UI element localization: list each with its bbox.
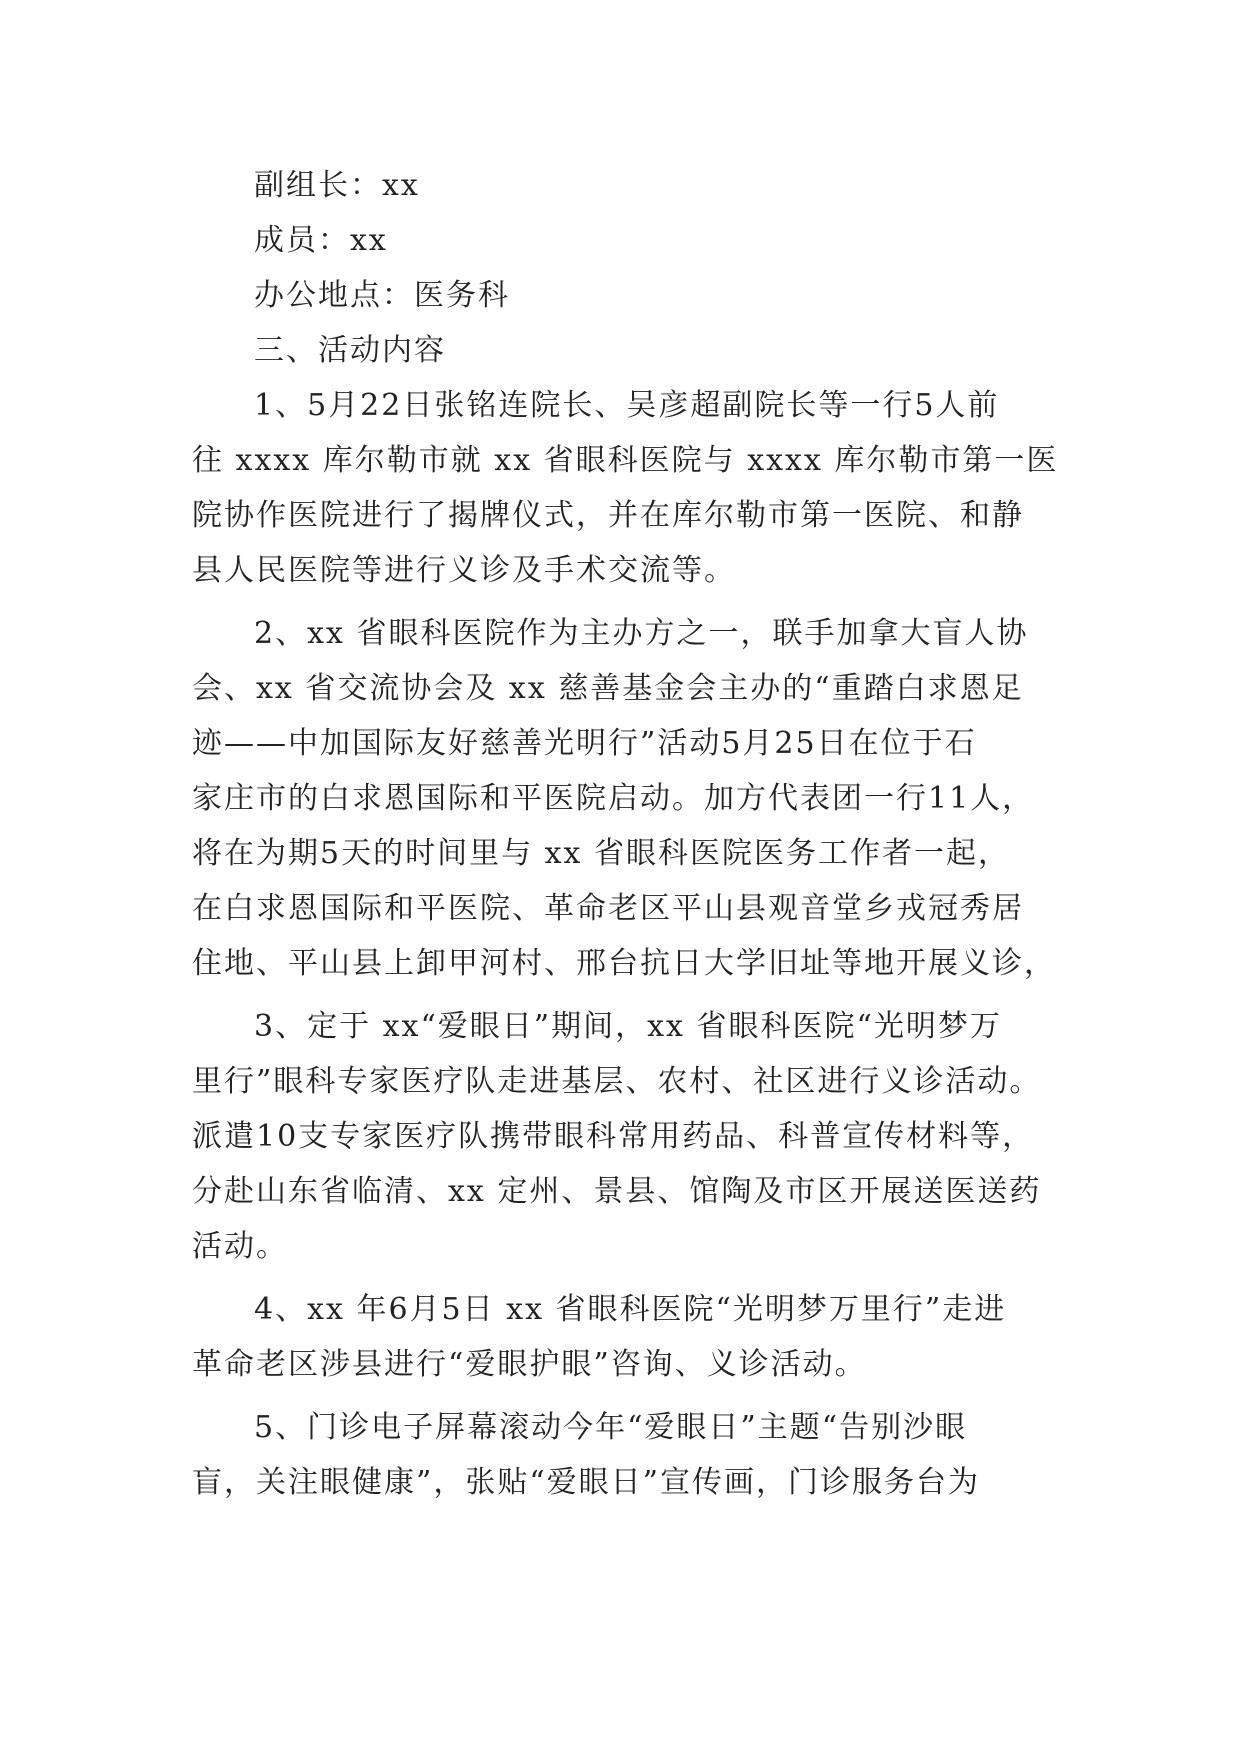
paragraph-2 [192, 606, 1056, 991]
text-line: 活动。 [192, 1229, 288, 1264]
text-line: 家庄市的白求恩国际和平医院启动。加方代表团一行11人， [192, 781, 1035, 816]
paragraph-5 [192, 1400, 1052, 1510]
document-body [192, 158, 1059, 1510]
text-line: 分赴山东省临清、xx 定州、景县、馆陶及市区开展送医送药 [192, 1174, 1042, 1209]
text-line: 里行”眼科专家医疗队走进基层、农村、社区进行义诊活动。 [192, 1064, 1042, 1099]
text-line: 会、xx 省交流协会及 xx 慈善基金会主办的“重踏白求恩足 [192, 671, 1024, 706]
text-line: 县人民医院等进行义诊及手术交流等。 [192, 553, 736, 588]
text-line: 院协作医院进行了揭牌仪式，并在库尔勒市第一医院、和静 [192, 498, 1024, 533]
text-line: 3、定于 xx“爱眼日”期间，xx 省眼科医院“光明梦万 [254, 1009, 1002, 1044]
paragraph-4 [192, 1282, 1052, 1392]
paragraph-1 [192, 378, 1059, 598]
text-line: 盲，关注眼健康”，张贴“爱眼日”宣传画，门诊服务台为 [192, 1465, 981, 1500]
text-line: 住地、平山县上卸甲河村、邢台抗日大学旧址等地开展义诊， [192, 946, 1056, 981]
text-line-members: 成员：xx [254, 223, 388, 258]
text-line: 革命老区涉县进行“爱眼护眼”咨询、义诊活动。 [192, 1347, 867, 1382]
text-line: 派遣10支专家医疗队携带眼科常用药品、科普宣传材料等， [192, 1119, 1035, 1154]
text-line: 在白求恩国际和平医院、革命老区平山县观音堂乡戎冠秀居 [192, 891, 1024, 926]
text-line: 4、xx 年6月5日 xx 省眼科医院“光明梦万里行”走进 [254, 1292, 1007, 1327]
text-line-deputy-leader: 副组长：xx [254, 168, 420, 203]
section-heading-activity-content: 三、活动内容 [254, 333, 446, 368]
text-line: 迹——中加国际友好慈善光明行”活动5月25日在位于石 [192, 726, 977, 761]
text-line-office-location: 办公地点：医务科 [254, 278, 510, 313]
text-line: 2、xx 省眼科医院作为主办方之一，联手加拿大盲人协 [254, 616, 1029, 651]
text-line: 将在为期5天的时间里与 xx 省眼科医院医务工作者一起， [192, 836, 1010, 871]
text-line: 1、5月22日张铭连院长、吴彦超副院长等一行5人前 [254, 388, 1000, 423]
paragraph-3 [192, 999, 1052, 1274]
text-line: 5、门诊电子屏幕滚动今年“爱眼日”主题“告别沙眼 [254, 1410, 968, 1445]
text-line: 往 xxxx 库尔勒市就 xx 省眼科医院与 xxxx 库尔勒市第一医 [192, 443, 1059, 478]
